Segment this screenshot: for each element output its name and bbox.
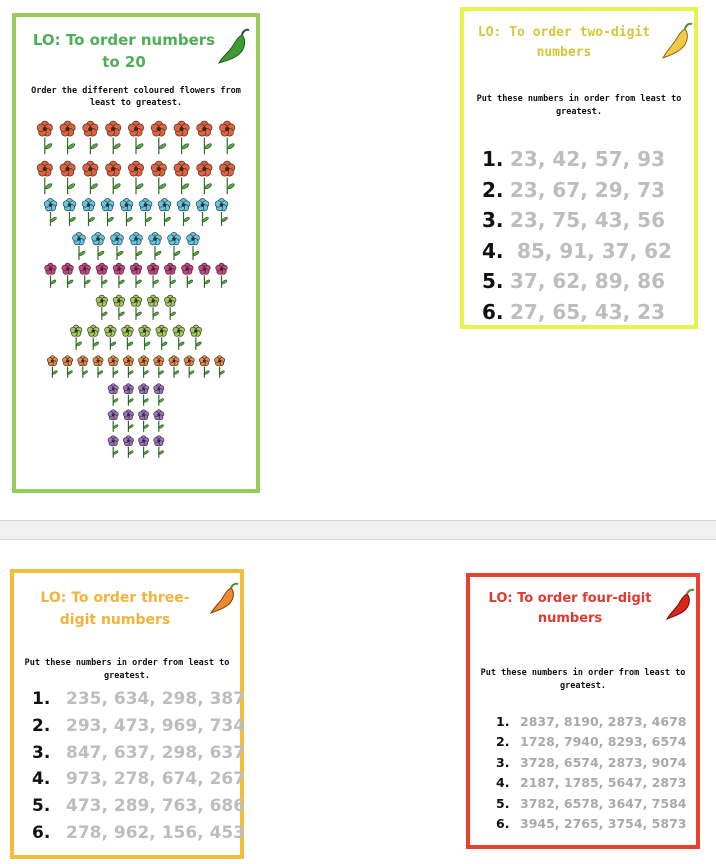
page-divider [0, 520, 716, 540]
flower [158, 198, 171, 226]
instruction-line1: Order the different coloured flowers from [31, 86, 241, 96]
flower [138, 384, 148, 406]
flower [184, 356, 194, 378]
number-list [482, 144, 672, 328]
flower [130, 232, 143, 260]
flower [96, 263, 108, 288]
card-title-line1: LO: To order three- [40, 590, 190, 606]
flower [197, 161, 213, 194]
flower [182, 263, 194, 288]
flower [219, 121, 235, 154]
item-number: 6. [32, 822, 51, 843]
card-title [470, 589, 696, 629]
flower [154, 384, 164, 406]
flower [78, 356, 88, 378]
flower [215, 198, 228, 226]
flower [187, 232, 200, 260]
list-item [482, 266, 672, 297]
item-values: 2837, 8190, 2873, 4678 [520, 714, 687, 729]
flower [111, 232, 124, 260]
flower [108, 356, 118, 378]
list-item [482, 236, 672, 267]
instruction-line2: greatest. [555, 107, 603, 117]
card-title-line1: LO: To order numbers [32, 31, 216, 49]
flower [73, 232, 86, 260]
flower [108, 384, 118, 406]
flower [147, 295, 159, 320]
red-chilli-icon [664, 587, 696, 621]
list-item [32, 793, 245, 820]
item-values: 3945, 2765, 3754, 5873 [520, 816, 687, 832]
flower [120, 198, 133, 226]
item-number: 6. [482, 299, 504, 324]
item-number: 1. [482, 147, 504, 171]
item-values: 293, 473, 969, 734 [66, 715, 246, 736]
list-item [32, 820, 245, 847]
flower [169, 356, 179, 378]
flower [113, 295, 125, 320]
flower [96, 295, 108, 320]
flower [196, 198, 209, 226]
flower [93, 356, 103, 378]
item-number: 4. [496, 775, 510, 791]
list-item [32, 766, 245, 793]
list-item [32, 740, 245, 767]
item-values: 973, 278, 674, 267 [66, 769, 246, 790]
flower [60, 121, 76, 154]
flower [164, 263, 176, 288]
flower [101, 198, 114, 226]
flower [128, 161, 144, 194]
instruction-line2: least to greatest. [89, 98, 183, 108]
flower [214, 356, 224, 378]
flower [199, 356, 209, 378]
flower [139, 325, 151, 350]
flower [45, 263, 57, 288]
list-item [496, 732, 686, 752]
card-title-line2: digit numbers [59, 612, 171, 628]
flower [197, 121, 213, 154]
item-number: 2. [482, 177, 504, 202]
item-number: 5. [496, 795, 510, 811]
flower [174, 121, 190, 154]
flower [108, 436, 118, 458]
item-values: 1728, 7940, 8293, 6574 [520, 734, 687, 750]
flower [154, 410, 164, 432]
flower [105, 121, 121, 154]
item-values: 27, 65, 43, 23 [510, 299, 666, 324]
item-values: 3728, 6574, 2873, 9074 [520, 754, 687, 770]
flower [62, 356, 72, 378]
orange-chilli-icon [208, 581, 240, 615]
item-number: 6. [496, 816, 510, 832]
flower [151, 161, 167, 194]
item-number: 3. [496, 754, 510, 770]
flower [174, 161, 190, 194]
flower [83, 161, 99, 194]
flower-rows [16, 17, 256, 489]
flower [70, 325, 82, 350]
item-number: 5. [32, 796, 51, 817]
list-item [496, 753, 686, 773]
flower [105, 325, 117, 350]
flower [219, 161, 235, 194]
list-item [32, 713, 245, 740]
item-number: 4. [32, 769, 51, 790]
flower [63, 198, 76, 226]
flower [79, 263, 91, 288]
card-order-to-20 [12, 13, 260, 493]
flower [87, 325, 99, 350]
flower [190, 325, 202, 350]
list-item [496, 773, 686, 793]
flower [199, 263, 211, 288]
flower [123, 410, 133, 432]
card-three-digit [10, 569, 244, 859]
flower [44, 198, 57, 226]
instruction-line1: Put these numbers in order from least to [476, 94, 682, 104]
flower [123, 436, 133, 458]
item-values: 85, 91, 37, 62 [510, 238, 672, 263]
flower [122, 325, 134, 350]
instruction-line2: greatest. [103, 671, 151, 681]
item-number: 2. [32, 715, 51, 736]
flower [92, 232, 105, 260]
flower [173, 325, 185, 350]
item-number: 3. [32, 742, 51, 763]
item-number: 1. [32, 689, 51, 709]
flower [216, 263, 228, 288]
number-list [32, 686, 245, 847]
flower [130, 295, 142, 320]
card-instruction [14, 657, 240, 683]
flower [149, 232, 162, 260]
item-values: 23, 42, 57, 93 [510, 147, 666, 171]
card-title-line1: LO: To order four-digit [488, 591, 652, 606]
item-number: 2. [496, 734, 510, 750]
card-two-digit [460, 7, 698, 329]
flower [82, 198, 95, 226]
list-item [496, 814, 686, 834]
flower [105, 161, 121, 194]
flower [113, 263, 125, 288]
item-values: 23, 75, 43, 56 [510, 208, 666, 233]
card-instruction [470, 667, 696, 693]
card-title-line1: LO: To order two-digit [477, 25, 651, 40]
instruction-line1: Put these numbers in order from least to [480, 668, 686, 678]
item-values: 847, 637, 298, 637 [66, 742, 246, 763]
card-title-line2: numbers [536, 45, 592, 60]
card-title-line2: numbers [537, 611, 603, 626]
flower [37, 121, 53, 154]
flower [123, 384, 133, 406]
card-four-digit [466, 573, 700, 849]
item-number: 5. [482, 269, 504, 294]
item-values: 2187, 1785, 5647, 2873 [520, 775, 687, 791]
card-title-line2: to 20 [102, 53, 146, 71]
list-item [496, 794, 686, 814]
yellow-chilli-icon [660, 21, 694, 61]
flower [128, 121, 144, 154]
list-item [482, 205, 672, 236]
item-values: 278, 962, 156, 453 [66, 822, 246, 843]
instruction-line1: Put these numbers in order from least to [24, 658, 230, 668]
flower [168, 232, 181, 260]
flower [83, 121, 99, 154]
flower [130, 263, 142, 288]
list-item [482, 144, 672, 175]
flower [154, 356, 164, 378]
flower [156, 325, 168, 350]
item-values: 23, 67, 29, 73 [510, 177, 666, 202]
flower [60, 161, 76, 194]
card-title [14, 587, 240, 631]
flower [151, 121, 167, 154]
flower [138, 356, 148, 378]
flower [147, 263, 159, 288]
flower [108, 410, 118, 432]
flower [47, 356, 57, 378]
card-instruction [464, 93, 694, 119]
item-values: 235, 634, 298, 387 [66, 689, 246, 709]
number-list [496, 712, 686, 834]
flower [37, 161, 53, 194]
flower [62, 263, 74, 288]
flower [123, 356, 133, 378]
item-number: 1. [496, 714, 510, 729]
list-item [496, 712, 686, 732]
item-values: 3782, 6578, 3647, 7584 [520, 795, 687, 811]
flower [177, 198, 190, 226]
flower [139, 198, 152, 226]
flower [138, 410, 148, 432]
item-number: 4. [482, 238, 504, 263]
item-number: 3. [482, 208, 504, 233]
list-item [32, 686, 245, 713]
flower [154, 436, 164, 458]
flower [138, 436, 148, 458]
list-item [482, 297, 672, 328]
item-values: 37, 62, 89, 86 [510, 269, 666, 294]
list-item [482, 175, 672, 206]
item-values: 473, 289, 763, 686 [66, 796, 246, 817]
instruction-line2: greatest. [559, 681, 607, 691]
flower [164, 295, 176, 320]
